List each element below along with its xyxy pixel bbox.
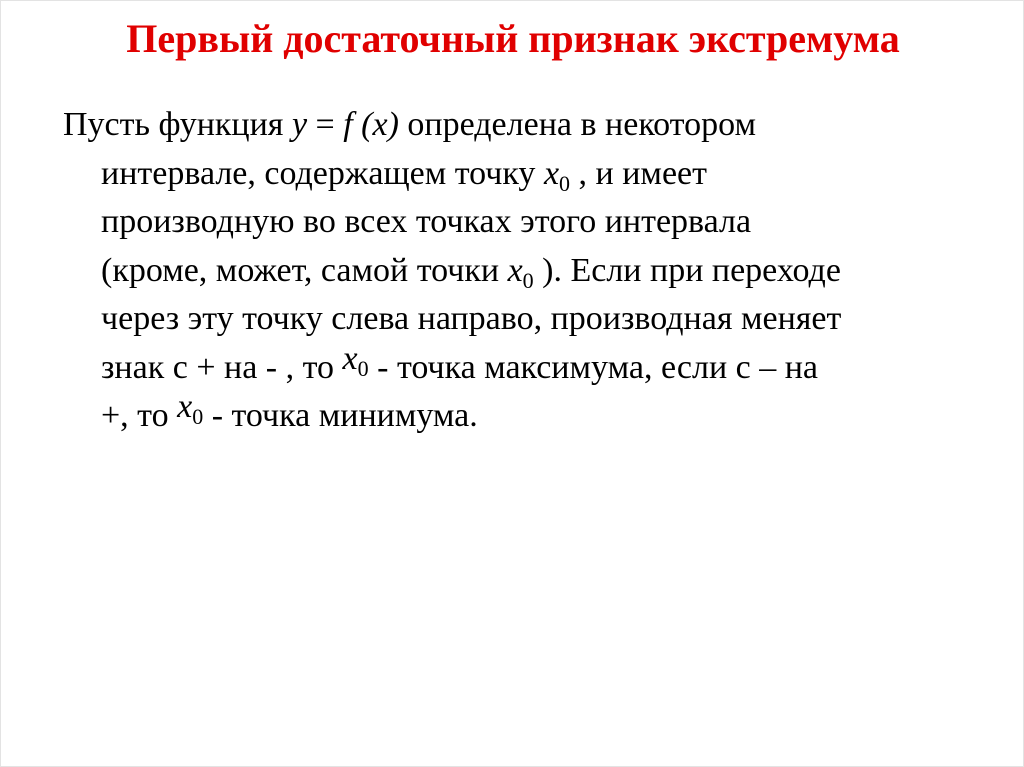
math-variable-x0: x [177, 388, 193, 425]
paragraph-line-5: через эту точку слева направо, производная меняет [101, 300, 842, 337]
paragraph-line-4 [63, 247, 983, 296]
math-variable-x0: x [543, 154, 560, 192]
math-variable-x0: x [507, 251, 523, 289]
paragraph-line-3: производную во всех точках этого интервала [101, 203, 752, 240]
text-segment: - точка минимума. [203, 397, 478, 434]
math-variable-y: y [291, 106, 308, 143]
text-segment: (кроме, может, самой точки [101, 251, 508, 289]
text-segment: интервале, содержащем точку [101, 154, 544, 192]
math-variable-x0: x [342, 339, 358, 377]
math-subscript: 0 [559, 170, 571, 196]
theorem-paragraph [63, 101, 983, 441]
slide-title: Первый достаточный признак экстремума [126, 16, 900, 61]
text-segment: Пусть функция [63, 106, 292, 143]
math-function-f: f [343, 106, 353, 143]
text-segment: ). Если при переходе [533, 251, 841, 289]
text-segment: +, то [101, 397, 178, 434]
text-segment: - точка максимума, если с – на [368, 348, 819, 386]
raised-variable [342, 339, 369, 381]
raised-variable [177, 388, 204, 429]
math-argument: (x) [352, 106, 399, 143]
math-subscript: 0 [522, 267, 534, 293]
paragraph-line-1 [63, 101, 983, 150]
text-segment: , и имеет [570, 154, 707, 192]
text-segment: знак с + на - , то [101, 348, 343, 386]
math-equals: = [307, 106, 344, 143]
paragraph-line-6 [63, 339, 983, 393]
math-subscript: 0 [192, 404, 204, 429]
paragraph-line-2 [63, 150, 983, 199]
paragraph-line-7 [63, 388, 983, 441]
text-segment: определена в некотором [398, 106, 756, 143]
math-subscript: 0 [357, 355, 369, 381]
